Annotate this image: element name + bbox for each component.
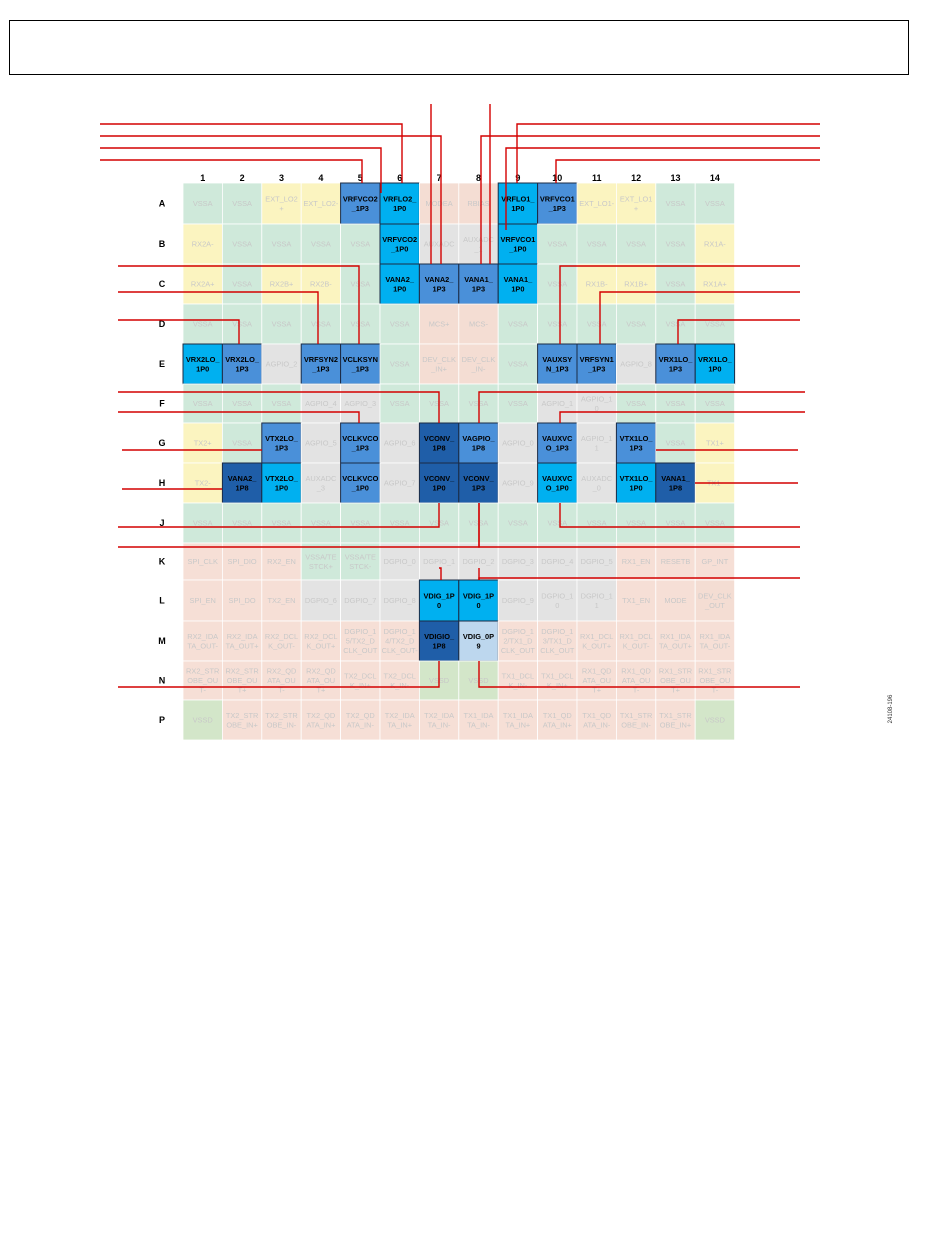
pin-label-B7: AUXADC — [423, 239, 455, 249]
pin-label-L12: TX1_EN — [622, 596, 651, 606]
pin-label-C11: RX1B- — [585, 279, 608, 289]
pin-label-B6: VRFVCO2 _1P0 — [382, 234, 418, 254]
pin-label-E10: VAUXSY N_1P3 — [542, 354, 573, 374]
pin-label-M5: DGPIO_1 5/TX2_D CLK_OUT — [343, 627, 378, 656]
pin-label-D14: VSSA — [705, 319, 725, 329]
pin-label-N11: RX1_QD ATA_OU T+ — [581, 666, 612, 695]
pin-label-N3: RX2_QD ATA_OU T- — [266, 666, 297, 695]
pin-label-F11: AGPIO_1 0 — [580, 394, 613, 413]
pin-label-D8: MCS- — [469, 319, 488, 329]
pin-label-M8: VDIG_0P 9 — [462, 631, 495, 651]
pin-label-G6: AGPIO_6 — [383, 438, 416, 448]
pin-label-A5: VRFVCO2 _1P3 — [342, 194, 378, 213]
pin-label-M2: RX2_IDA TA_OUT+ — [225, 631, 259, 651]
pin-label-P8: TX1_IDA TA_IN- — [463, 710, 494, 730]
pin-label-L13: MODE — [664, 596, 687, 606]
pin-label-J6: VSSA — [389, 518, 410, 528]
row-header-A: A — [158, 198, 166, 209]
row-header-F: F — [159, 398, 165, 409]
pin-label-C3: RX2B+ — [269, 279, 294, 289]
pin-label-P9: TX1_IDA TA_IN+ — [502, 710, 533, 730]
pin-label-H12: VTX1LO_ 1P0 — [619, 473, 653, 493]
pin-label-B4: VSSA — [311, 239, 331, 249]
pin-label-A13: VSSA — [665, 199, 686, 209]
pin-label-N12: RX1_QD ATA_OU T- — [621, 666, 651, 695]
pin-label-P4: TX2_QD ATA_IN+ — [306, 710, 336, 730]
pin-label-M4: RX2_DCL K_OUT+ — [304, 631, 338, 651]
pin-label-C7: VANA2_ 1P3 — [424, 274, 454, 294]
pin-label-D6: VSSA — [389, 319, 410, 329]
pin-label-B13: VSSA — [665, 239, 686, 249]
pin-label-G2: VSSA — [232, 438, 252, 448]
pin-label-P6: TX2_IDA TA_IN+ — [384, 710, 415, 730]
pin-label-J13: VSSA — [665, 518, 686, 528]
pin-label-P10: TX1_QD ATA_IN+ — [542, 710, 572, 730]
pin-label-M1: RX2_IDA TA_OUT- — [187, 631, 219, 651]
pin-label-E13: VRX1LO_ 1P3 — [658, 354, 693, 374]
pin-label-F9: VSSA — [508, 399, 528, 409]
row-header-E: E — [158, 359, 166, 369]
pin-label-C1: RX2A+ — [190, 279, 215, 289]
pin-label-E9: VSSA — [508, 359, 528, 369]
column-header-6: 6 — [397, 173, 403, 183]
pin-label-G12: VTX1LO_ 1P3 — [619, 433, 653, 453]
pin-label-C14: RX1A+ — [703, 279, 727, 289]
pin-label-A11: EXT_LO1- — [579, 199, 615, 209]
column-header-9: 9 — [515, 173, 521, 183]
row-header-M: M — [158, 636, 166, 646]
pin-label-M6: DGPIO_1 4/TX2_D CLK_OUT- — [381, 627, 418, 656]
row-header-N: N — [158, 675, 166, 686]
pin-label-C13: VSSA — [665, 279, 686, 289]
pin-label-B5: VSSA — [350, 239, 371, 249]
pin-label-K1: SPI_CLK — [187, 557, 218, 567]
pin-label-K8: DGPIO_2 — [462, 557, 495, 567]
pin-label-H14: TX1- — [706, 478, 723, 488]
column-header-5: 5 — [357, 173, 363, 183]
pin-label-A2: VSSA — [232, 199, 252, 209]
pin-label-J9: VSSA — [508, 518, 528, 528]
pin-label-F8: VSSA — [468, 399, 489, 409]
pin-label-H2: VANA2_ 1P8 — [227, 473, 257, 493]
column-header-8: 8 — [475, 173, 482, 183]
pin-label-B9: VRFVCO1 _1P0 — [500, 234, 536, 254]
pin-label-K3: RX2_EN — [267, 557, 296, 567]
pin-label-K6: DGPIO_0 — [383, 557, 416, 567]
pin-label-B12: VSSA — [626, 239, 646, 249]
pin-label-F3: VSSA — [271, 399, 292, 409]
pin-label-G7: VCONV_ 1P8 — [423, 433, 455, 453]
pin-label-F14: VSSA — [705, 399, 725, 409]
pin-label-J1: VSSA — [192, 518, 213, 528]
pin-label-A12: EXT_LO1 + — [619, 194, 653, 213]
pin-label-E7: DEV_CLK _IN+ — [422, 354, 456, 374]
pin-label-L7: VDIG_1P 0 — [423, 591, 455, 610]
pin-label-B14: RX1A- — [704, 239, 726, 249]
row-header-P: P — [158, 715, 166, 725]
pin-label-F12: VSSA — [626, 399, 646, 409]
row-header-K: K — [158, 556, 166, 567]
pin-label-M9: DGPIO_1 2/TX1_D CLK_OUT — [500, 627, 535, 656]
pin-label-E5: VCLKSYN _1P3 — [342, 354, 378, 374]
pin-label-B10: VSSA — [547, 239, 568, 249]
pin-label-H11: AUXADC _0 — [581, 473, 613, 493]
pin-label-N10: TX1_DCL K_IN+ — [541, 671, 574, 690]
pin-label-C6: VANA2_ 1P0 — [385, 274, 415, 294]
column-header-14: 14 — [709, 173, 720, 183]
column-header-11: 11 — [591, 173, 602, 183]
column-header-3: 3 — [278, 173, 285, 183]
pin-label-N7: VSSD — [429, 676, 450, 686]
pin-label-A9: VRFLO1_ 1P0 — [501, 194, 535, 213]
pin-label-L1: SPI_EN — [189, 596, 216, 606]
pin-label-J8: VSSA — [468, 518, 489, 528]
column-header-7: 7 — [436, 173, 442, 183]
pin-label-A1: VSSA — [192, 199, 213, 209]
pin-label-A8: RBIAS — [467, 199, 490, 209]
pin-label-N6: TX2_DCL K_IN- — [383, 671, 416, 690]
pin-label-M12: RX1_DCL K_OUT- — [619, 631, 653, 651]
pin-label-K5: VSSA/TE STCK- — [344, 552, 376, 571]
leader-line — [517, 124, 820, 183]
pin-label-L6: DGPIO_8 — [383, 596, 416, 606]
pin-label-M13: RX1_IDA TA_OUT+ — [659, 631, 692, 651]
row-header-D: D — [158, 319, 166, 329]
pin-label-D9: VSSA — [508, 319, 528, 329]
pin-label-H10: VAUXVC O_1P0 — [542, 473, 573, 493]
pin-label-E1: VRX2LO_ 1P0 — [185, 354, 220, 374]
pin-label-E2: VRX2LO_ 1P3 — [225, 354, 259, 374]
pin-label-E11: VRFSYN1 _1P3 — [579, 354, 614, 374]
leader-line — [100, 124, 402, 183]
figure-id: 24108-196 — [888, 694, 894, 724]
pin-label-K11: DGPIO_5 — [580, 557, 613, 567]
pin-label-L14: DEV_CLK _OUT — [698, 591, 732, 610]
pin-label-E14: VRX1LO_ 1P0 — [698, 354, 732, 374]
pin-label-D5: VSSA — [350, 319, 371, 329]
pin-label-J3: VSSA — [271, 518, 292, 528]
pin-label-K12: RX1_EN — [621, 557, 651, 567]
pin-label-H4: AUXADC _3 — [305, 473, 337, 493]
pin-label-N8: VSSD — [468, 676, 489, 686]
pin-label-C10: VSSA — [547, 279, 568, 289]
pin-label-D12: VSSA — [626, 319, 646, 329]
column-header-2: 2 — [239, 173, 245, 183]
pin-label-H3: VTX2LO_ 1P0 — [265, 473, 298, 493]
pin-label-G8: VAGPIO_ 1P8 — [462, 433, 495, 453]
pin-label-C8: VANA1_ 1P3 — [464, 274, 493, 294]
pin-label-J2: VSSA — [232, 518, 252, 528]
pin-label-L11: DGPIO_1 1 — [580, 591, 613, 610]
pin-label-P2: TX2_STR OBE_IN+ — [225, 710, 259, 730]
pin-label-J10: VSSA — [547, 518, 568, 528]
pin-label-J14: VSSA — [705, 518, 725, 528]
pin-label-K9: DGPIO_3 — [501, 557, 534, 567]
pin-label-L3: TX2_EN — [267, 596, 296, 606]
pin-label-C5: VSSA — [350, 279, 371, 289]
pin-label-P13: TX1_STR OBE_IN+ — [659, 710, 692, 730]
pin-label-E4: VRFSYN2 _1P3 — [303, 354, 338, 374]
row-header-C: C — [158, 279, 166, 289]
pin-label-L10: DGPIO_1 0 — [541, 591, 574, 610]
pin-label-L5: DGPIO_7 — [344, 596, 377, 606]
pin-label-N2: RX2_STR OBE_OU T+ — [225, 666, 259, 695]
pin-label-F5: AGPIO_3 — [344, 399, 377, 409]
pin-label-B11: VSSA — [586, 239, 607, 249]
pin-label-B8: AUXADC _1 — [463, 234, 494, 254]
pin-label-P1: VSSD — [192, 715, 213, 725]
pin-label-J7: VSSA — [429, 518, 449, 528]
pin-label-G9: AGPIO_0 — [502, 438, 534, 448]
row-header-G: G — [158, 438, 166, 448]
pin-label-F6: VSSA — [389, 399, 410, 409]
pin-label-J12: VSSA — [626, 518, 646, 528]
pin-label-D10: VSSA — [547, 319, 568, 329]
pin-label-P5: TX2_QD ATA_IN- — [345, 710, 375, 730]
pin-label-B3: VSSA — [271, 239, 292, 249]
pin-label-L9: DGPIO_9 — [501, 596, 534, 606]
row-header-B: B — [158, 239, 166, 249]
pin-label-L8: VDIG_1P 0 — [462, 591, 495, 610]
pin-label-G10: VAUXVC O_1P3 — [542, 433, 573, 453]
pin-label-F13: VSSA — [665, 399, 686, 409]
pin-label-M11: RX1_DCL K_OUT+ — [580, 631, 614, 651]
pin-label-K14: GP_INT — [701, 557, 729, 567]
pin-label-H6: AGPIO_7 — [383, 478, 416, 488]
pin-label-L4: DGPIO_6 — [304, 596, 337, 606]
pin-label-C4: RX2B- — [310, 279, 332, 289]
pin-label-F10: AGPIO_1 — [541, 399, 574, 409]
pin-label-G3: VTX2LO_ 1P3 — [265, 433, 298, 453]
column-header-1: 1 — [200, 173, 206, 183]
column-header-13: 13 — [670, 173, 681, 183]
pin-label-D2: VSSA — [232, 319, 252, 329]
column-header-4: 4 — [318, 173, 324, 183]
pin-label-D11: VSSA — [586, 319, 607, 329]
pin-label-E3: AGPIO_2 — [265, 359, 298, 369]
pin-label-N4: RX2_QD ATA_OU T+ — [306, 666, 336, 695]
pin-label-J4: VSSA — [311, 518, 331, 528]
pin-label-K7: DGPIO_1 — [423, 557, 456, 567]
pin-label-A10: VRFVCO1 _1P3 — [539, 194, 575, 213]
pin-label-P7: TX2_IDA TA_IN- — [424, 710, 455, 730]
pin-label-J11: VSSA — [586, 518, 607, 528]
pin-label-K4: VSSA/TE STCK+ — [305, 552, 337, 571]
pin-label-A7: MODEA — [425, 199, 453, 209]
pin-label-N5: TX2_DCL K_IN+ — [344, 671, 377, 690]
pin-label-A4: EXT_LO2- — [303, 199, 339, 209]
pin-label-P12: TX1_STR OBE_IN- — [619, 710, 653, 730]
pin-label-J5: VSSA — [350, 518, 371, 528]
pin-label-P11: TX1_QD ATA_IN- — [582, 710, 612, 730]
pin-label-E12: AGPIO_8 — [620, 359, 652, 369]
pin-label-E6: VSSA — [389, 359, 410, 369]
pin-label-H7: VCONV_ 1P0 — [423, 473, 455, 493]
pin-label-D3: VSSA — [271, 319, 292, 329]
pin-label-N14: RX1_STR OBE_OU T- — [698, 666, 732, 695]
pin-label-G11: AGPIO_1 1 — [580, 433, 613, 453]
pin-label-G13: VSSA — [665, 438, 686, 448]
pin-label-A3: EXT_LO2 + — [265, 194, 298, 213]
pin-label-K2: SPI_DIO — [227, 557, 257, 567]
pin-label-M7: VDIGIO_ 1P8 — [424, 631, 455, 651]
pin-label-F2: VSSA — [232, 399, 252, 409]
pin-label-D4: VSSA — [311, 319, 331, 329]
pin-label-C2: VSSA — [232, 279, 252, 289]
pin-label-M3: RX2_DCL K_OUT- — [264, 631, 299, 651]
row-header-L: L — [159, 595, 165, 606]
pin-label-H8: VCONV_ 1P3 — [463, 473, 494, 493]
pin-label-H13: VANA1_ 1P8 — [661, 473, 690, 493]
pin-label-G4: AGPIO_5 — [305, 438, 337, 448]
pin-label-N13: RX1_STR OBE_OU T+ — [658, 666, 693, 695]
pin-label-L2: SPI_DO — [228, 596, 256, 606]
pin-label-D1: VSSA — [192, 319, 213, 329]
pin-label-F1: VSSA — [192, 399, 213, 409]
pin-label-M10: DGPIO_1 3/TX1_D CLK_OUT — [540, 627, 575, 656]
pin-label-D13: VSSA — [665, 319, 686, 329]
pin-label-H9: AGPIO_9 — [502, 478, 534, 488]
pin-label-F4: AGPIO_4 — [305, 399, 337, 409]
pin-label-F7: VSSA — [429, 399, 449, 409]
pin-label-C9: VANA1_ 1P0 — [503, 274, 533, 294]
column-header-12: 12 — [631, 173, 642, 183]
pin-label-E8: DEV_CLK _IN- — [461, 354, 496, 374]
pin-label-K10: DGPIO_4 — [541, 557, 574, 567]
pin-label-N1: RX2_STR OBE_OU T- — [186, 666, 220, 695]
pin-label-H1: TX2- — [194, 478, 211, 488]
pin-label-H5: VCLKVCO _1P0 — [342, 473, 379, 493]
pin-label-P14: VSSD — [704, 715, 725, 725]
row-header-H: H — [158, 478, 166, 488]
pin-label-G14: TX1+ — [705, 438, 724, 448]
pin-label-G5: VCLKVCO _1P3 — [342, 433, 379, 453]
pin-label-B2: VSSA — [232, 239, 252, 249]
pin-label-C12: RX1B+ — [624, 279, 648, 289]
pin-label-N9: TX1_DCL K_IN- — [501, 671, 535, 690]
pin-label-M14: RX1_IDA TA_OUT- — [699, 631, 731, 651]
pin-label-G1: TX2+ — [193, 438, 212, 448]
pin-label-K13: RESETB — [660, 557, 691, 567]
pin-label-D7: MCS+ — [428, 319, 450, 329]
column-header-10: 10 — [552, 173, 563, 183]
pin-label-A14: VSSA — [705, 199, 725, 209]
pin-label-P3: TX2_STR OBE_IN- — [265, 710, 298, 730]
pin-label-B1: RX2A- — [191, 239, 214, 249]
row-header-J: J — [159, 518, 165, 528]
pin-label-A6: VRFLO2_ 1P0 — [383, 194, 417, 213]
